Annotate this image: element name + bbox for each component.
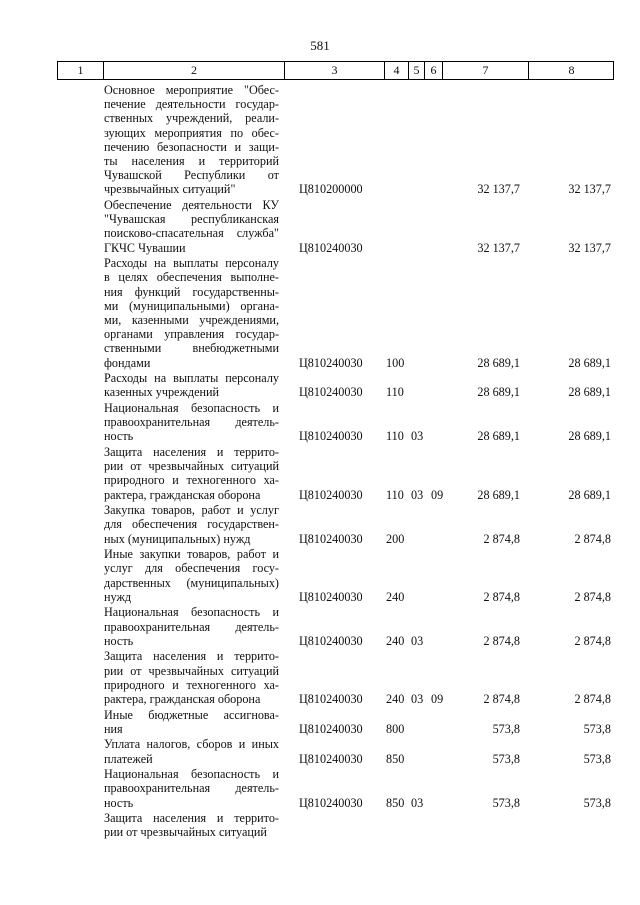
row-expense-type: 850 (386, 751, 405, 766)
row-name (104, 256, 279, 370)
header-col-4: 4 (385, 62, 409, 79)
row-name-line: рактера, гражданская оборона (104, 487, 261, 502)
row-sum-col8: 32 137,7 (568, 182, 611, 197)
row-name-line: Расходы на выплаты персоналу (104, 256, 279, 271)
row-name (104, 708, 279, 736)
row-sum-col7: 28 689,1 (477, 355, 520, 370)
row-name-line: ми (муниципальными) органа- (104, 298, 279, 313)
row-code: Ц810240030 (299, 691, 363, 706)
row-code: Ц810240030 (299, 531, 363, 546)
row-name-line: рактера, гражданская оборона (104, 692, 261, 706)
row-subsection: 09 (431, 691, 444, 706)
header-col-2: 2 (104, 62, 285, 79)
row-name-line: правоохранительная деятель- (104, 619, 279, 634)
row-name-line: казенных учреждений (104, 385, 220, 400)
row-expense-type: 100 (386, 355, 405, 370)
row-name-line: рии от чрезвычайных ситуаций (104, 825, 267, 840)
row-name-line: зующих мероприятия по обес- (104, 125, 279, 140)
row-name-line: Иные бюджетные ассигнова- (104, 707, 279, 722)
row-name-line: Закупка товаров, работ и услуг (104, 503, 279, 518)
row-code: Ц810240030 (299, 429, 363, 444)
row-code: Ц810240030 (299, 633, 363, 648)
row-sum-col7: 32 137,7 (477, 240, 520, 255)
row-name-line: Национальная безопасность и (104, 401, 279, 415)
row-sum-col7: 2 874,8 (483, 589, 520, 604)
row-code: Ц810240030 (299, 589, 363, 604)
row-sum-col7: 573,8 (492, 795, 520, 810)
row-sum-col8: 573,8 (583, 795, 611, 810)
row-code: Ц810240030 (299, 721, 363, 736)
table-header (57, 61, 614, 80)
row-sum-col7: 28 689,1 (477, 429, 520, 444)
row-name-line: рии от чрезвычайных ситуаций (104, 459, 279, 474)
row-code: Ц810200000 (299, 182, 363, 197)
row-expense-type: 800 (386, 721, 405, 736)
row-sum-col8: 573,8 (583, 751, 611, 766)
row-name (104, 445, 279, 502)
row-name-line: рии от чрезвычайных ситуаций (104, 663, 279, 678)
row-subsection: 09 (431, 487, 444, 502)
row-name-line: Национальная безопасность и (104, 767, 279, 782)
header-col-6: 6 (425, 62, 443, 79)
row-code: Ц810240030 (299, 355, 363, 370)
row-name-line: Защита населения и террито- (104, 649, 279, 664)
row-sum-col7: 573,8 (492, 751, 520, 766)
row-sum-col8: 28 689,1 (568, 429, 611, 444)
row-sum-col8: 2 874,8 (574, 531, 611, 546)
row-section: 03 (411, 795, 424, 810)
row-sum-col8: 28 689,1 (568, 487, 611, 502)
page-number: 581 (310, 38, 330, 53)
row-code: Ц810240030 (299, 240, 363, 255)
row-name-line: Защита населения и террито- (104, 445, 279, 459)
row-name-line: чрезвычайных ситуаций" (104, 182, 236, 197)
row-sum-col8: 28 689,1 (568, 355, 611, 370)
row-name (104, 767, 279, 810)
row-name-line: ность (104, 795, 134, 810)
row-name-line: нужд (104, 589, 132, 604)
row-name-line: печение деятельности государ- (104, 97, 279, 112)
row-name (104, 401, 279, 444)
row-sum-col7: 573,8 (492, 721, 520, 736)
row-name (104, 83, 279, 197)
row-name (104, 811, 279, 839)
row-sum-col7: 2 874,8 (483, 691, 520, 706)
row-sum-col8: 32 137,7 (568, 240, 611, 255)
row-name (104, 547, 279, 604)
row-name-line: ми, казенными учреждениями, (104, 313, 279, 327)
row-sum-col7: 28 689,1 (477, 385, 520, 400)
row-expense-type: 110 (386, 385, 404, 400)
row-expense-type: 110 (386, 487, 404, 502)
row-name-line: ность (104, 633, 134, 648)
row-code: Ц810240030 (299, 385, 363, 400)
row-section: 03 (411, 691, 424, 706)
row-code: Ц810240030 (299, 487, 363, 502)
row-name-line: дарственных (муниципальных) (104, 575, 279, 590)
row-name-line: ния функций государственны- (104, 284, 279, 299)
row-expense-type: 240 (386, 589, 405, 604)
row-name (104, 605, 279, 648)
row-section: 03 (411, 633, 424, 648)
row-name-line: ГКЧС Чувашии (104, 240, 186, 255)
row-name-line: в целях обеспечения выполне- (104, 270, 279, 285)
row-name-line: ственными внебюджетными (104, 341, 279, 356)
row-name-line: ственных учреждений, реали- (104, 111, 279, 126)
row-sum-col8: 2 874,8 (574, 633, 611, 648)
row-name-line: Защита населения и террито- (104, 811, 279, 826)
row-name-line: Обеспечение деятельности КУ (104, 198, 279, 212)
header-col-5: 5 (409, 62, 425, 79)
row-expense-type: 110 (386, 429, 404, 444)
row-expense-type: 240 (386, 633, 405, 648)
row-name-line: услуг для обеспечения госу- (104, 561, 279, 576)
row-name-line: органами управления государ- (104, 327, 279, 342)
row-section: 03 (411, 429, 424, 444)
row-name (104, 198, 279, 255)
row-name-line: ты населения и территорий (104, 154, 279, 169)
row-sum-col7: 32 137,7 (477, 182, 520, 197)
row-name-line: правоохранительная деятель- (104, 781, 279, 796)
row-sum-col8: 2 874,8 (574, 691, 611, 706)
row-sum-col7: 28 689,1 (477, 487, 520, 502)
row-expense-type: 200 (386, 531, 405, 546)
row-sum-col8: 2 874,8 (574, 589, 611, 604)
row-sum-col8: 573,8 (583, 721, 611, 736)
row-name-line: ния (104, 721, 123, 736)
row-name (104, 737, 279, 765)
row-name-line: "Чувашская республиканская (104, 212, 279, 227)
header-col-1: 1 (58, 62, 104, 79)
row-code: Ц810240030 (299, 795, 363, 810)
row-code: Ц810240030 (299, 751, 363, 766)
row-name (104, 371, 279, 399)
row-name-line: ность (104, 429, 134, 444)
row-name-line: Основное мероприятие "Обес- (104, 83, 279, 97)
row-sum-col8: 28 689,1 (568, 385, 611, 400)
row-name-line: Национальная безопасность и (104, 605, 279, 620)
header-col-3: 3 (285, 62, 385, 79)
row-name-line: природного и техногенного ха- (104, 677, 279, 692)
row-expense-type: 850 (386, 795, 405, 810)
row-expense-type: 240 (386, 691, 405, 706)
header-col-8: 8 (568, 63, 575, 77)
row-name-line: природного и техногенного ха- (104, 473, 279, 488)
row-name-line: правоохранительная деятель- (104, 415, 279, 430)
row-name-line: Чувашской Республики от (104, 168, 279, 183)
row-name-line: поисково-спасательная служба" (104, 226, 279, 241)
row-name-line: платежей (104, 751, 153, 766)
row-sum-col7: 2 874,8 (483, 531, 520, 546)
row-name (104, 503, 279, 546)
row-name-line: Иные закупки товаров, работ и (104, 547, 279, 562)
row-name-line: Уплата налогов, сборов и иных (104, 737, 279, 752)
row-name-line: ных (муниципальных) нужд (104, 531, 251, 546)
row-name-line: печению безопасности и защи- (104, 139, 279, 154)
row-name-line: фондами (104, 355, 151, 370)
row-section: 03 (411, 487, 424, 502)
row-sum-col7: 2 874,8 (483, 633, 520, 648)
row-name (104, 649, 279, 706)
row-name-line: Расходы на выплаты персоналу (104, 371, 279, 386)
header-col-7: 7 (443, 62, 529, 79)
row-name-line: для обеспечения государствен- (104, 517, 279, 532)
